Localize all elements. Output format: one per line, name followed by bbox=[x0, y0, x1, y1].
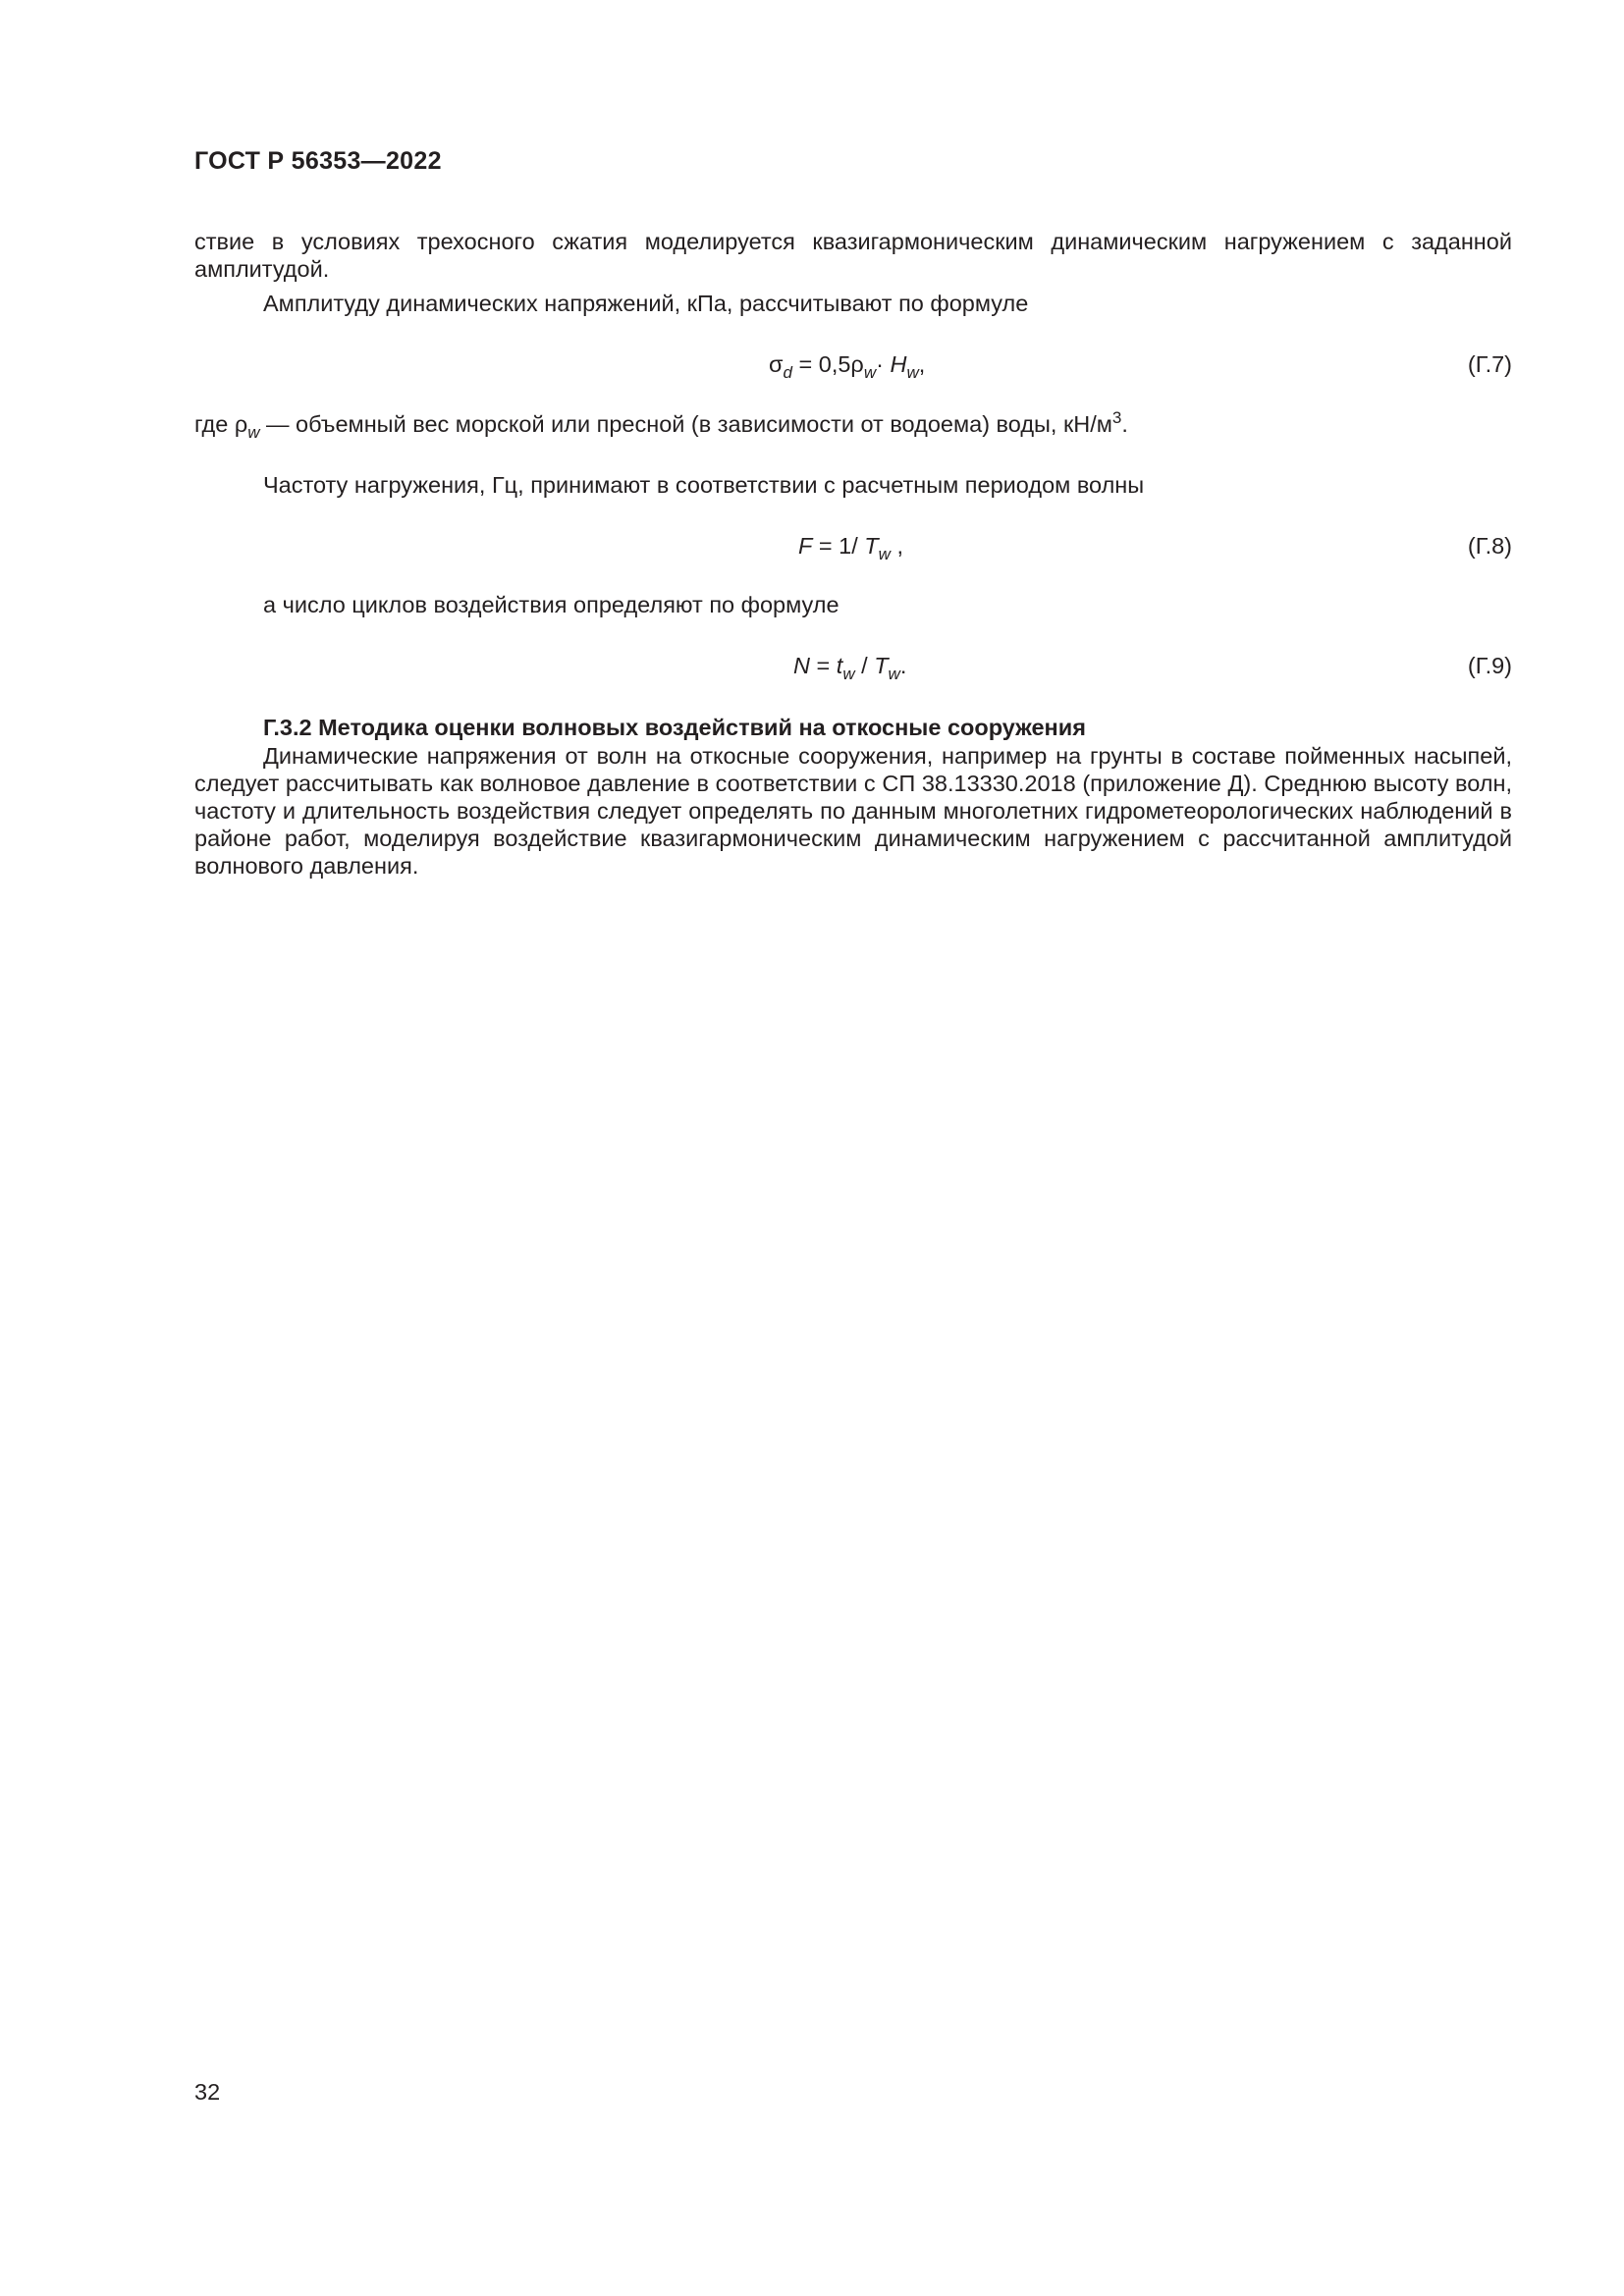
where-rho-suffix: . bbox=[1121, 411, 1128, 437]
formula-g8-number: (Г.8) bbox=[1467, 533, 1512, 559]
formula-g7-tail: , bbox=[918, 351, 926, 377]
formula-g9-t-subscript: w bbox=[842, 665, 855, 683]
formula-g9-t: t bbox=[836, 653, 843, 678]
formula-g8-tail: , bbox=[890, 533, 903, 559]
page-number: 32 bbox=[194, 2079, 221, 2105]
where-rho-explanation bbox=[194, 408, 1128, 442]
formula-g9-mid: = bbox=[809, 653, 837, 678]
where-rho-prefix: где ρ bbox=[194, 411, 248, 437]
cycles-intro: а число циклов воздействия определяют по формуле bbox=[263, 592, 839, 617]
section-paragraph: Динамические напряжения от волн на откосные сооружения, например на грунты в составе пойменных насыпей, следует рассчитывать как волновое давление в соответствии с СП 38.13330.2018 (приложение Д). Среднюю высоту волн, частоту и длительность воздействия следует определять по данным многолетних гидрометеорологических наблюдений в районе работ, моделируя воздействие квазигармоническим динамическим нагружением с рассчитанной амплитудой волнового давления. bbox=[194, 743, 1512, 879]
formula-g9-T-subscript: w bbox=[888, 665, 900, 683]
formula-g7-sigma: σ bbox=[769, 351, 784, 377]
document-header: ГОСТ Р 56353—2022 bbox=[194, 147, 442, 175]
formula-g7-eq: = 0,5ρ bbox=[791, 351, 864, 377]
formula-g8-T: T bbox=[864, 533, 879, 559]
amplitude-intro: Амплитуду динамических напряжений, кПа, рассчитывают по формуле bbox=[263, 291, 1029, 316]
formula-g7 bbox=[769, 350, 926, 382]
formula-g9 bbox=[793, 652, 907, 683]
where-rho-superscript: 3 bbox=[1111, 408, 1122, 427]
formula-g9-tail: . bbox=[899, 653, 907, 678]
formula-g9-slash: / bbox=[854, 653, 875, 678]
formula-g7-sigma-subscript: d bbox=[783, 363, 792, 382]
continuation-paragraph: ствие в условиях трехосного сжатия моделируется квазигармоническим динамическим нагружением с заданной амплитудой. bbox=[194, 229, 1512, 282]
formula-g8-F: F bbox=[798, 533, 813, 559]
formula-g7-rho-subscript: w bbox=[863, 363, 877, 382]
formula-g9-T: T bbox=[874, 653, 889, 678]
section-heading-g32: Г.3.2 Методика оценки волновых воздействий на откосные сооружения bbox=[263, 715, 1086, 740]
formula-g8 bbox=[798, 532, 903, 563]
formula-g7-number: (Г.7) bbox=[1467, 351, 1512, 377]
formula-g9-number: (Г.9) bbox=[1467, 653, 1512, 678]
frequency-intro: Частоту нагружения, Гц, принимают в соответствии с расчетным периодом волны bbox=[263, 472, 1145, 498]
formula-g7-H: H bbox=[890, 351, 907, 377]
formula-g8-mid: = 1/ bbox=[812, 533, 865, 559]
formula-g7-dot: · bbox=[876, 351, 891, 377]
where-rho-subscript: w bbox=[247, 423, 260, 442]
where-rho-text: — объемный вес морской или пресной (в зависимости от водоема) воды, кН/м bbox=[259, 411, 1112, 437]
formula-g8-T-subscript: w bbox=[878, 545, 891, 563]
formula-g7-H-subscript: w bbox=[906, 363, 919, 382]
formula-g9-N: N bbox=[793, 653, 810, 678]
